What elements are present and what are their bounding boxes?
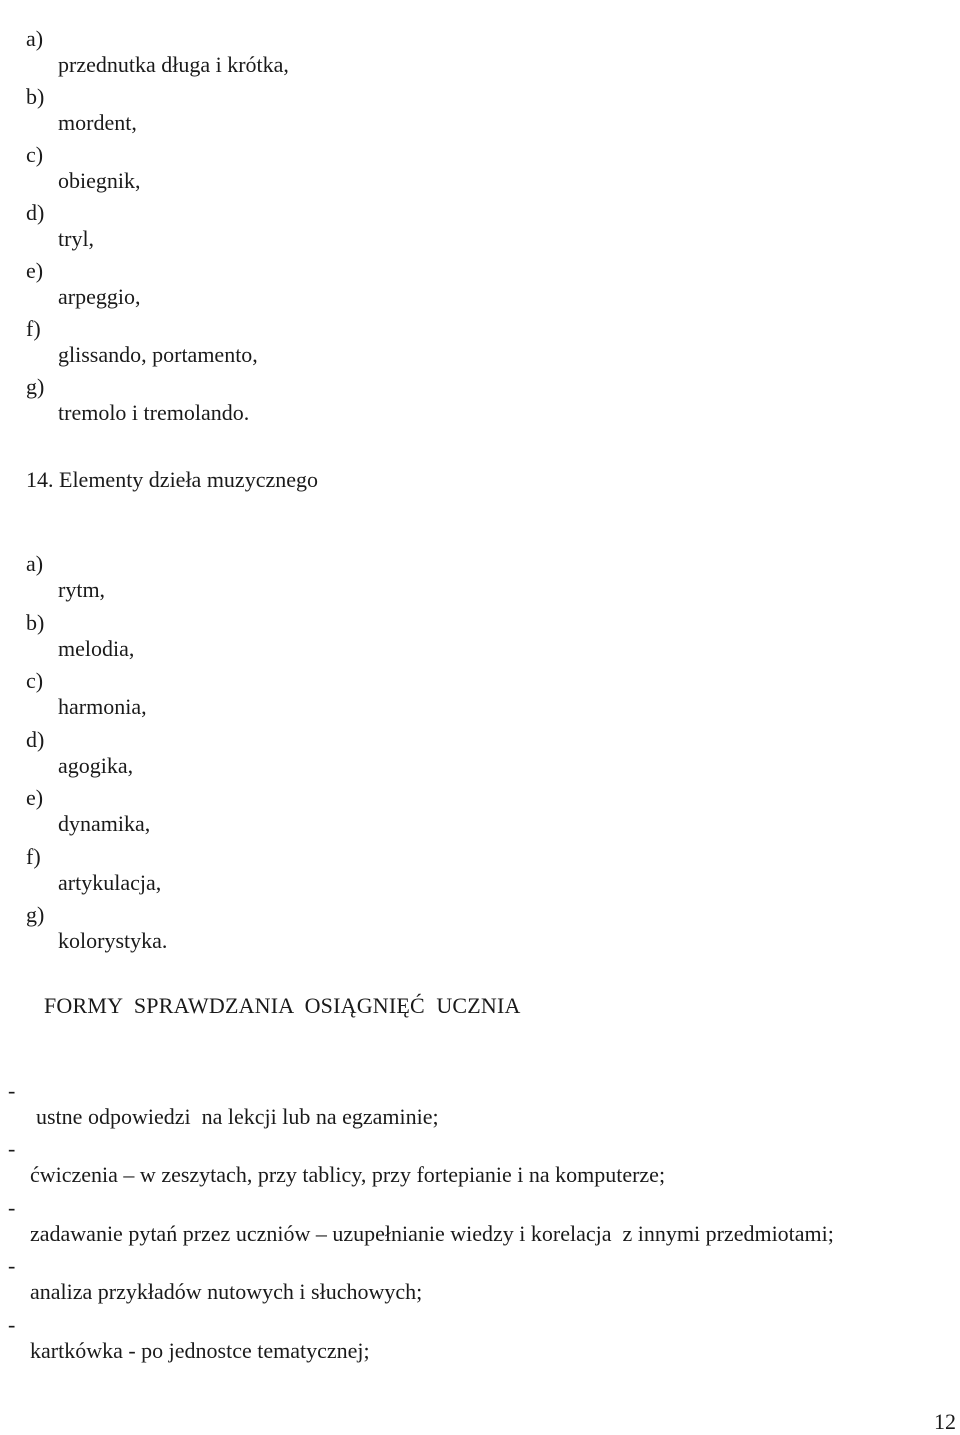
list-item-text: arpeggio,	[58, 284, 141, 309]
list-item-text: glissando, portamento,	[58, 342, 258, 367]
dash-marker: -	[8, 1078, 16, 1103]
section-heading: 14. Elementy dzieła muzycznego	[26, 467, 318, 492]
list-marker: a)	[26, 26, 44, 51]
list-item-text: obiegnik,	[58, 168, 141, 193]
list-item-text: przednutka długa i krótka,	[58, 52, 289, 77]
list-item-text: melodia,	[58, 636, 135, 661]
list-item-text: ustne odpowiedzi na lekcji lub na egzaminie;	[36, 1104, 439, 1129]
list-item-text: dynamika,	[58, 811, 151, 836]
list-marker: b)	[26, 610, 45, 635]
list-marker: b)	[26, 84, 45, 109]
list-item-text: harmonia,	[58, 694, 147, 719]
list-marker: f)	[26, 316, 41, 341]
list-marker: f)	[26, 844, 41, 869]
list-marker: e)	[26, 258, 44, 283]
list-marker: a)	[26, 551, 44, 576]
list-item-text: rytm,	[58, 577, 106, 602]
list-marker: d)	[26, 727, 45, 752]
list-marker: d)	[26, 200, 45, 225]
dash-marker: -	[8, 1136, 16, 1161]
list-item-text: tryl,	[58, 226, 95, 251]
page-number: 12	[934, 1409, 956, 1434]
list-item-text: analiza przykładów nutowych i słuchowych;	[30, 1279, 423, 1304]
list-item-text: agogika,	[58, 753, 134, 778]
dash-marker: -	[8, 1253, 16, 1278]
list-marker: g)	[26, 902, 45, 927]
list-item-text: ćwiczenia – w zeszytach, przy tablicy, przy fortepianie i na komputerze;	[30, 1162, 666, 1187]
list-marker: c)	[26, 668, 44, 693]
section-title: FORMY SPRAWDZANIA OSIĄGNIĘĆ UCZNIA	[44, 993, 521, 1018]
list-item-text: tremolo i tremolando.	[58, 400, 250, 425]
list-item-text: mordent,	[58, 110, 137, 135]
dash-marker: -	[8, 1312, 16, 1337]
list-item-text: kolorystyka.	[58, 928, 168, 953]
list-item-text: zadawanie pytań przez uczniów – uzupełnianie wiedzy i korelacja z innymi przedmiotami;	[30, 1221, 834, 1246]
list-marker: g)	[26, 374, 45, 399]
list-marker: e)	[26, 785, 44, 810]
dash-marker: -	[8, 1195, 16, 1220]
list-item-text: kartkówka - po jednostce tematycznej;	[30, 1338, 370, 1363]
list-marker: c)	[26, 142, 44, 167]
list-item-text: artykulacja,	[58, 870, 162, 895]
